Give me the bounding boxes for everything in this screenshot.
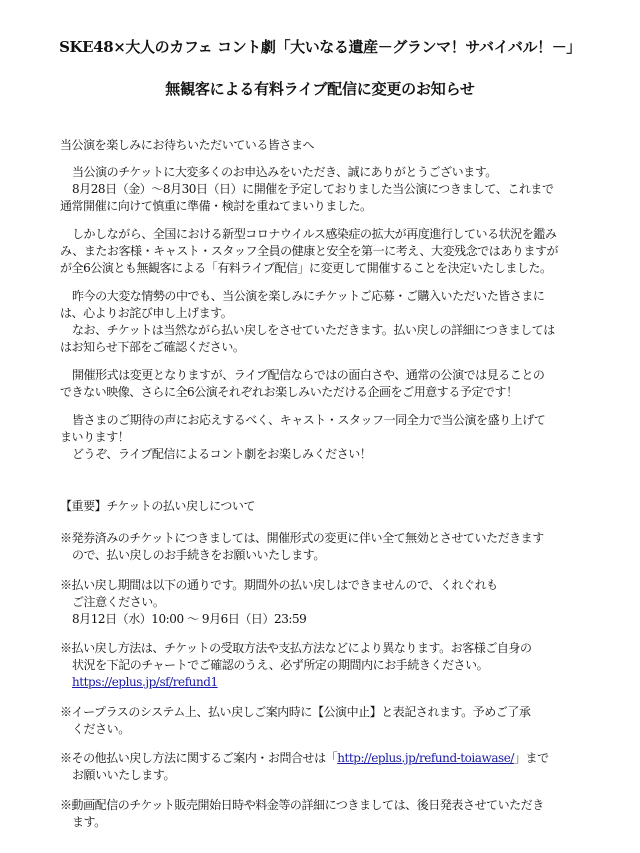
refund-note: 状況を下記のチャートでご確認のうえ、必ず所定の期間内にお手続きください。 [72, 658, 489, 672]
refund-note-text: ※その他払い戻し方法に関するご案内・お問合せは「 [60, 751, 338, 765]
refund-note: ので、払い戻しのお手続きをお願いいたします。 [72, 548, 325, 562]
paragraph-line: 皆さまのご期待の声にお応えするべく、キャスト・スタッフ一同全力で当公演を盛り上げて [72, 413, 546, 427]
document-title-line1: SKE48×大人のカフェ コント劇「大いなる遺産－グランマ！サバイバル！－」 [59, 38, 581, 56]
refund-note: ます。 [72, 815, 106, 829]
greeting-text: 当公演を楽しみにお待ちいただいている皆さまへ [60, 138, 315, 152]
paragraph-line: 昨今の大変な情勢の中でも、当公演を楽しみにチケットご応募・ご購入いただいた皆さまに [72, 289, 545, 303]
paragraph-line: は、心よりお詫び申し上げます。 [60, 306, 233, 320]
paragraph-line: 8月28日（金）～8月30日（日）に開催を予定しておりました当公演につきまして、これまで [72, 182, 554, 196]
document-title-line2: 無観客による有料ライブ配信に変更のお知らせ [165, 80, 475, 98]
refund-note [60, 751, 549, 766]
refund-note: お願いいたします。 [72, 768, 175, 782]
refund-note-text: 」まで [514, 751, 549, 765]
paragraph-line: 通常開催に向けて慎重に準備・検討を重ねてまいりました。 [60, 199, 372, 213]
paragraph-line: 開催形式は変更となりますが、ライブ配信ならではの面白さや、通常の公演では見ることの [72, 368, 545, 382]
paragraph-line: できない映像、さらに全6公演それぞれお楽しみいただける企画をご用意する予定です！ [60, 385, 518, 399]
refund-note: ※払い戻し方法は、チケットの受取方法や支払方法などにより異なります。お客様ご自身の [60, 641, 532, 655]
paragraph-line: み、またお客様・キャスト・スタッフ全員の健康と安全を第一に考え、大変残念ではありますが [60, 244, 559, 258]
paragraph-line: はお知らせ下部をご確認ください。 [60, 340, 245, 354]
refund-note: ※イープラスのシステム上、払い戻しご案内時に【公演中止】と表記されます。予めご了承 [60, 705, 531, 719]
paragraph-line: どうぞ、ライブ配信によるコント劇をお楽しみください！ [72, 447, 372, 461]
refund-note: ご注意ください。 [72, 595, 165, 609]
refund-note: ※発券済みのチケットにつきましては、開催形式の変更に伴い全て無効とさせていただきます [60, 531, 544, 545]
refund-note: ※動画配信のチケット販売開始日時や料金等の詳細につきましては、後日発表させていただき [60, 798, 544, 812]
refund-chart-link[interactable]: https://eplus.jp/sf/refund1 [72, 675, 218, 689]
refund-note: ください。 [72, 722, 130, 736]
refund-inquiry-link[interactable]: http://eplus.jp/refund-toiawase/ [337, 751, 514, 765]
refund-heading: 【重要】チケットの払い戻しについて [60, 499, 256, 513]
paragraph-line: が全6公演とも無観客による「有料ライブ配信」に変更して開催することを決定いたしました。 [60, 261, 552, 275]
paragraph-line: しかしながら、全国における新型コロナウイルス感染症の拡大が再度進行している状況を鑑み [72, 227, 557, 241]
refund-note: ※払い戻し期間は以下の通りです。期間外の払い戻しはできませんので、くれぐれも [60, 578, 498, 592]
paragraph-line: 当公演のチケットに大変多くのお申込みをいただき、誠にありがとうございます。 [72, 165, 497, 179]
refund-period: 8月12日（水）10:00 ～ 9月6日（日）23:59 [72, 612, 307, 626]
paragraph-line: まいります！ [60, 430, 130, 444]
paragraph-line: なお、チケットは当然ながら払い戻しをさせていただきます。払い戻しの詳細につきましては [72, 323, 555, 337]
